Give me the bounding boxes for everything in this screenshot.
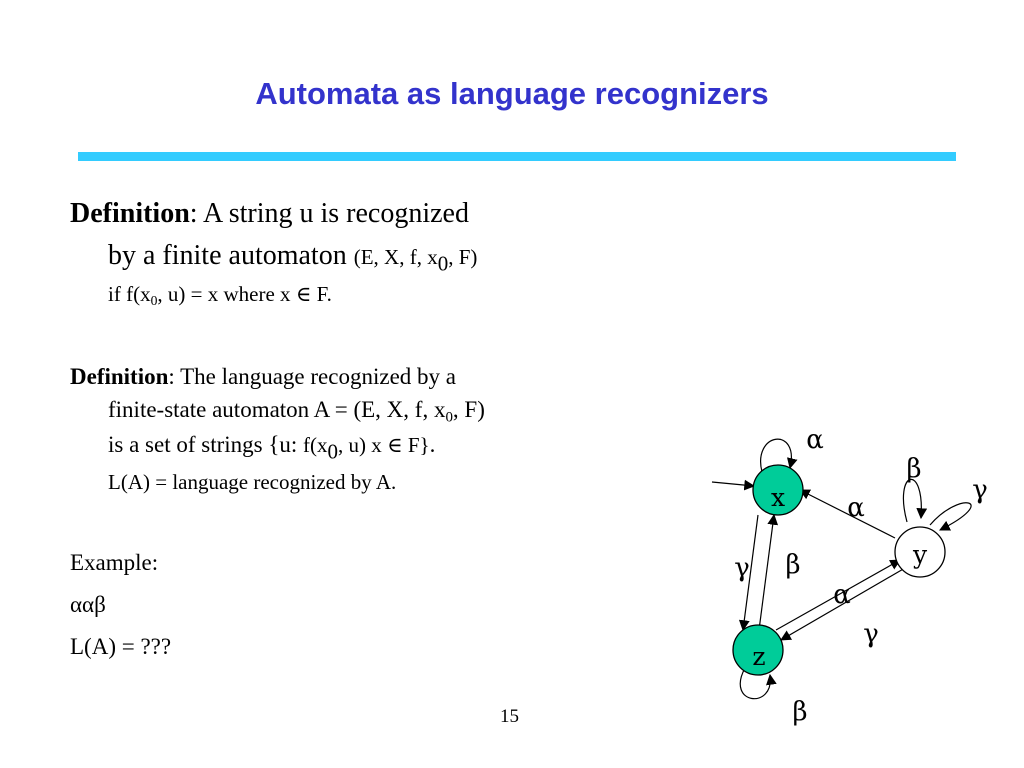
state-x-label: x [770,483,786,512]
def2-line3-small-a: f(x [303,433,328,457]
def2-line1-text: : The language recognized by a [168,364,456,389]
def2-line3-a: is a set of strings {u: [108,432,304,457]
def2-term: Definition [70,364,169,389]
page-number: 15 [500,706,519,727]
label-y-to-x: α [847,493,865,523]
edge-z-to-x [759,515,774,630]
label-x-to-z: γ [734,553,750,583]
def1-line1-text: : A string u is recognized [189,198,469,229]
def2-line4: L(A) = language recognized by A. [108,470,397,494]
slide-title: Automata as language recognizers [255,76,769,111]
def2-line2-b: , F) [452,397,485,422]
def1-line3-a: if f(x [108,282,151,306]
label-z-self: β [792,697,808,727]
def1-tuple-a: (E, X, f, x [353,245,438,269]
def2-line2-sub: 0 [445,409,453,426]
example-question: L(A) = ??? [70,634,172,659]
def2-line3-small-b: , u) x ∈ F} [338,433,430,457]
def2-line3-end: . [429,432,436,457]
def1-tuple-b: , F) [448,245,478,269]
label-x-self: α [806,425,824,455]
def1-line2-text: by a finite automaton [108,240,354,271]
example-label: Example: [70,550,159,575]
def1-term: Definition [70,198,190,229]
def2-line2-a: finite-state automaton A = (E, X, f, x [108,397,446,422]
label-z-to-x: β [785,550,801,580]
state-z-label: z [752,642,766,671]
def1-tuple-sub: 0 [437,251,449,276]
example-string: ααβ [70,592,106,617]
label-y-to-z: γ [863,619,879,649]
label-y-self-beta: β [906,454,922,484]
state-y-label: y [912,540,928,569]
def1-line3-sub: 0 [150,293,158,309]
label-z-to-y: α [833,580,851,610]
def2-line3-sub: 0 [327,439,339,464]
y-self-loop-beta [903,479,921,522]
start-arrow [712,482,754,486]
label-y-self-gamma: γ [972,475,988,505]
y-self-loop-gamma [930,503,971,530]
def1-line3-b: , u) = x where x ∈ F. [157,282,332,306]
